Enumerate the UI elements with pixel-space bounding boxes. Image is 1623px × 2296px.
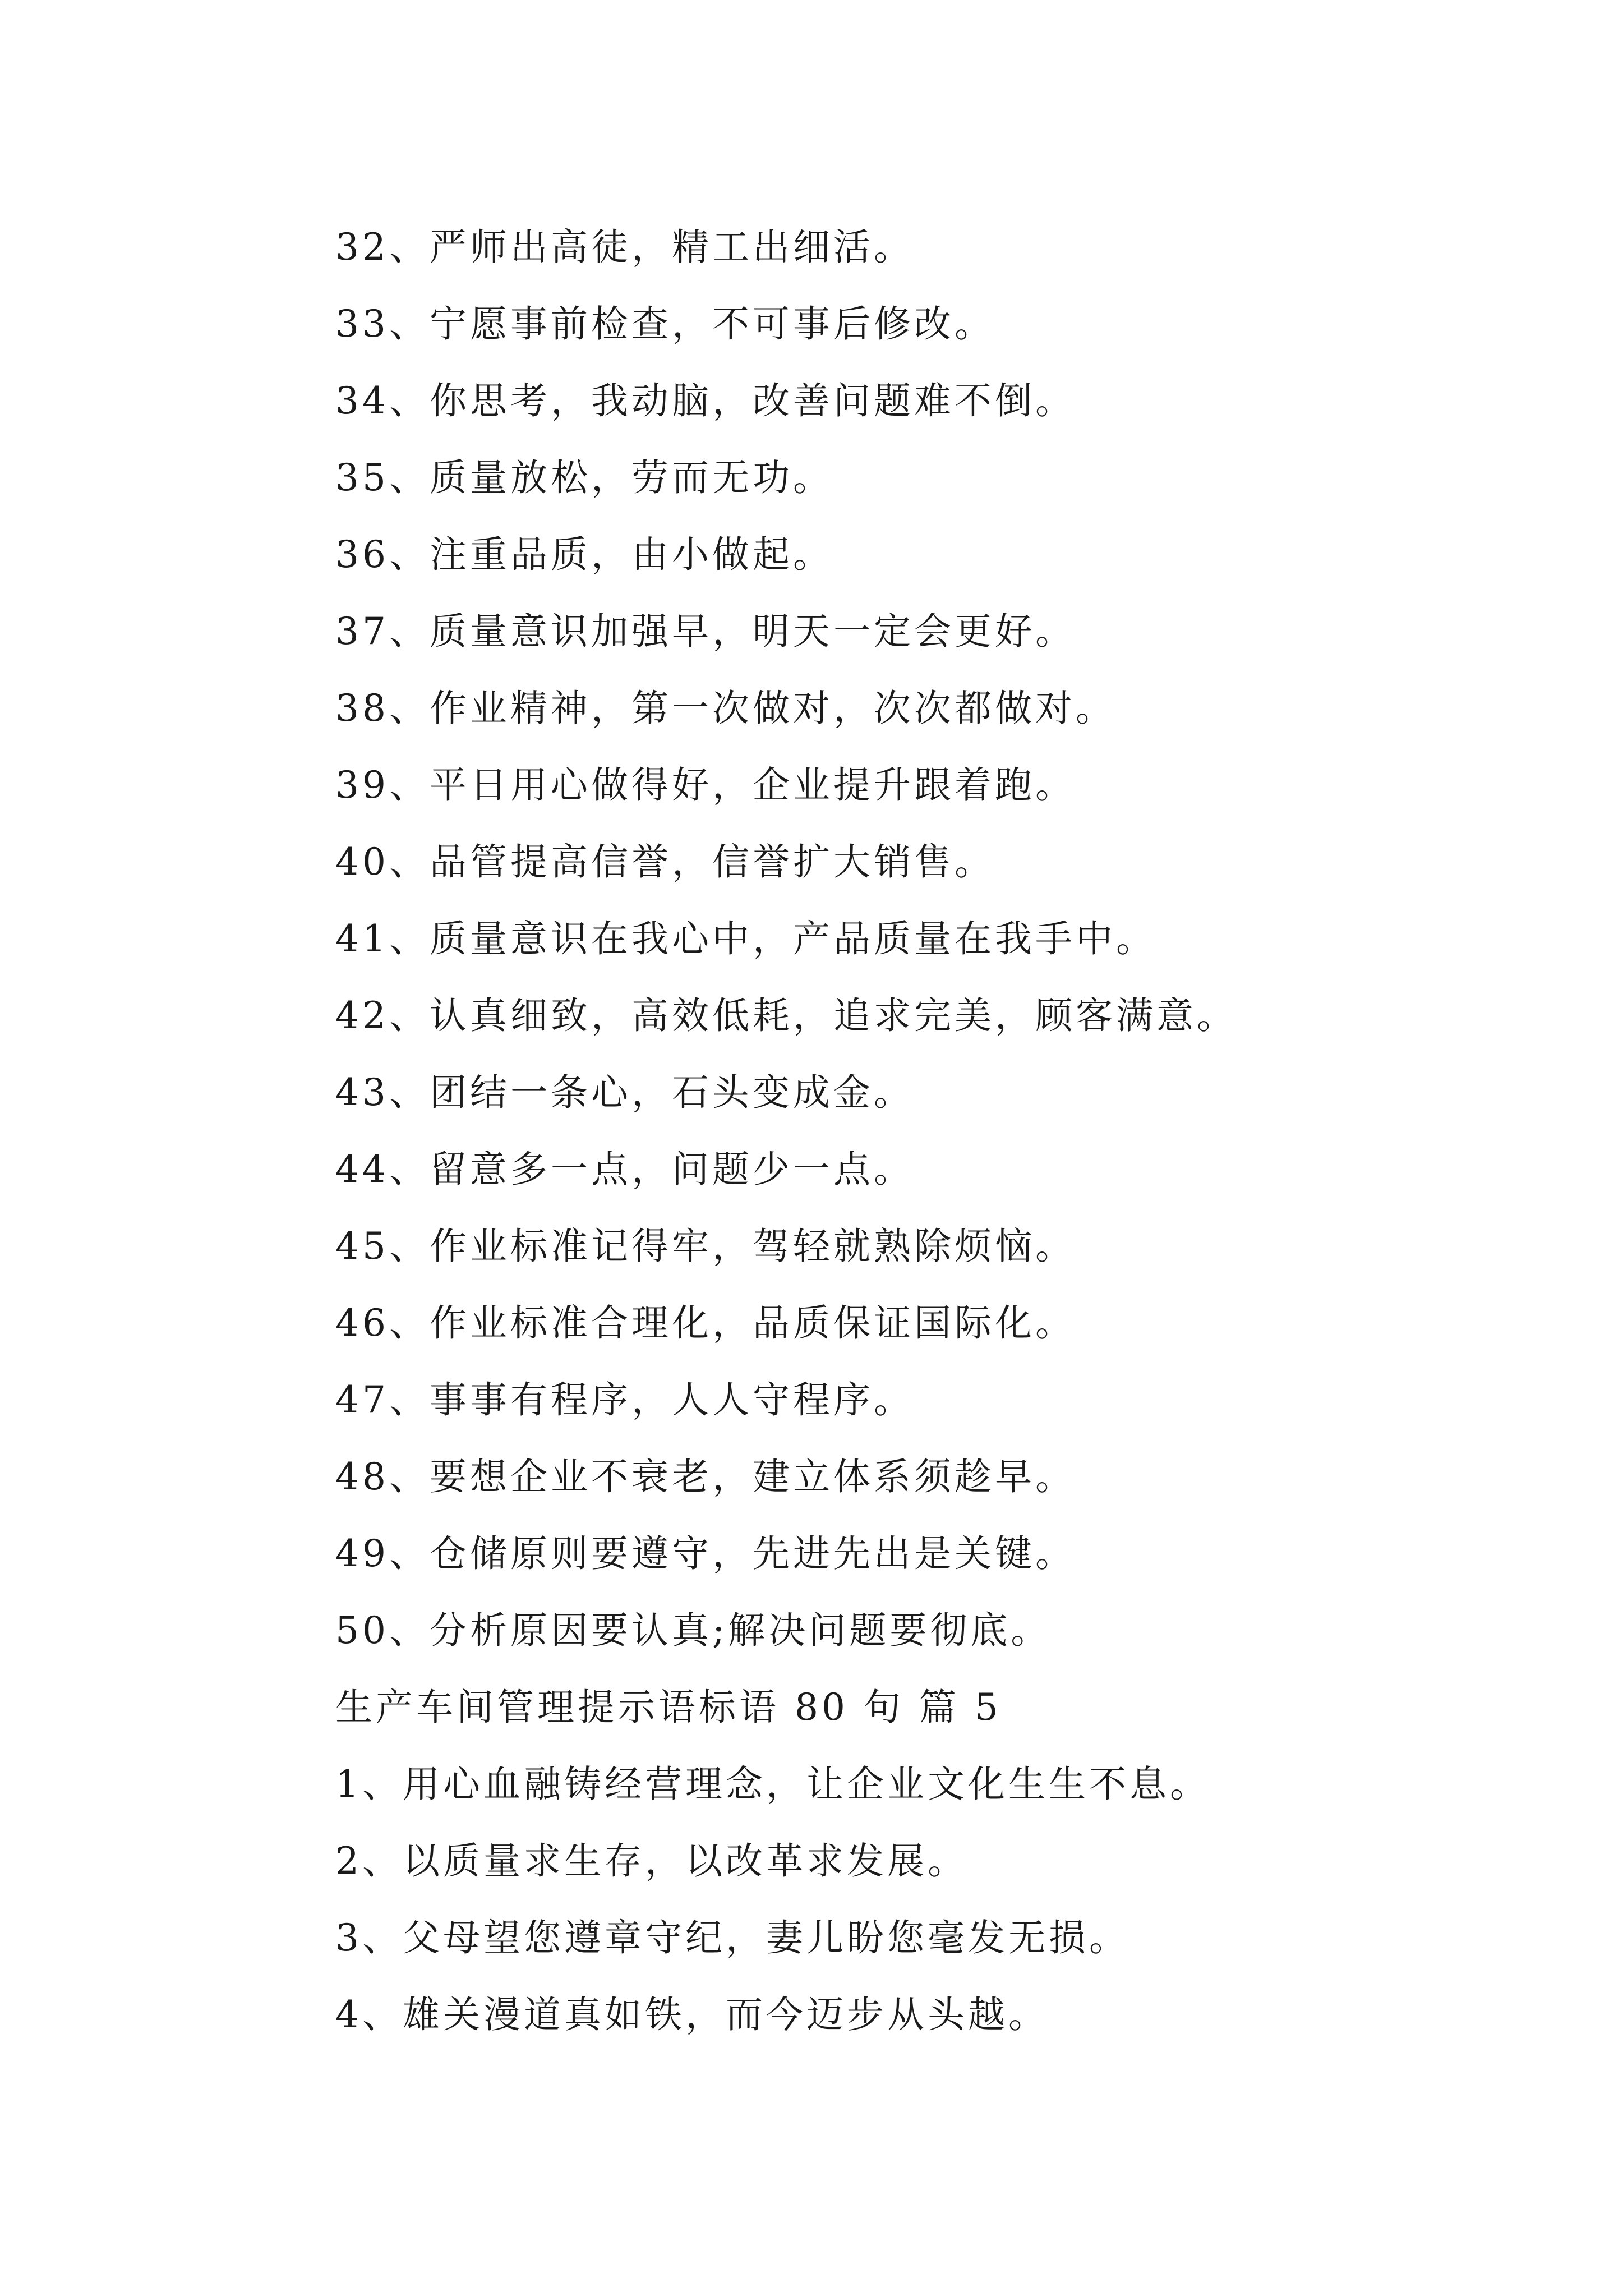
document-line: 40、品管提高信誉，信誉扩大销售。 bbox=[335, 840, 995, 884]
document-line: 42、认真细致，高效低耗，追求完美，顾客满意。 bbox=[335, 994, 1237, 1037]
document-line: 41、质量意识在我心中，产品质量在我手中。 bbox=[335, 917, 1156, 960]
document-line: 43、团结一条心，石头变成金。 bbox=[335, 1071, 914, 1114]
document-line: 45、作业标准记得牢，驾轻就熟除烦恼。 bbox=[335, 1225, 1076, 1268]
document-line: 39、平日用心做得好，企业提升跟着跑。 bbox=[335, 763, 1076, 807]
document-line: 1、用心血融铸经营理念，让企业文化生生不息。 bbox=[335, 1763, 1210, 1806]
document-line: 44、留意多一点，问题少一点。 bbox=[335, 1148, 914, 1191]
document-line: 49、仓储原则要遵守，先进先出是关键。 bbox=[335, 1532, 1076, 1575]
document-line: 37、质量意识加强早，明天一定会更好。 bbox=[335, 610, 1076, 653]
document-line: 3、父母望您遵章守纪，妻儿盼您毫发无损。 bbox=[335, 1916, 1129, 1959]
document-line: 48、要想企业不衰老，建立体系须趁早。 bbox=[335, 1455, 1076, 1498]
document-line: 46、作业标准合理化，品质保证国际化。 bbox=[335, 1301, 1076, 1345]
document-line: 4、雄关漫道真如铁，而今迈步从头越。 bbox=[335, 1993, 1049, 2036]
document-line: 生产车间管理提示语标语 80 句 篇 5 bbox=[335, 1686, 1002, 1729]
document-line: 35、质量放松，劳而无功。 bbox=[335, 456, 833, 499]
document-line: 36、注重品质，由小做起。 bbox=[335, 533, 833, 576]
document-body bbox=[335, 209, 1569, 2053]
document-line: 50、分析原因要认真;解决问题要彻底。 bbox=[335, 1609, 1052, 1652]
document-line: 47、事事有程序，人人守程序。 bbox=[335, 1378, 914, 1421]
document-line: 34、你思考，我动脑，改善问题难不倒。 bbox=[335, 379, 1076, 422]
document-line: 38、作业精神，第一次做对，次次都做对。 bbox=[335, 687, 1116, 730]
document-line: 33、宁愿事前检查，不可事后修改。 bbox=[335, 302, 995, 346]
document-line: 32、严师出高徒，精工出细活。 bbox=[335, 226, 914, 269]
document-line: 2、以质量求生存，以改革求发展。 bbox=[335, 1839, 968, 1883]
